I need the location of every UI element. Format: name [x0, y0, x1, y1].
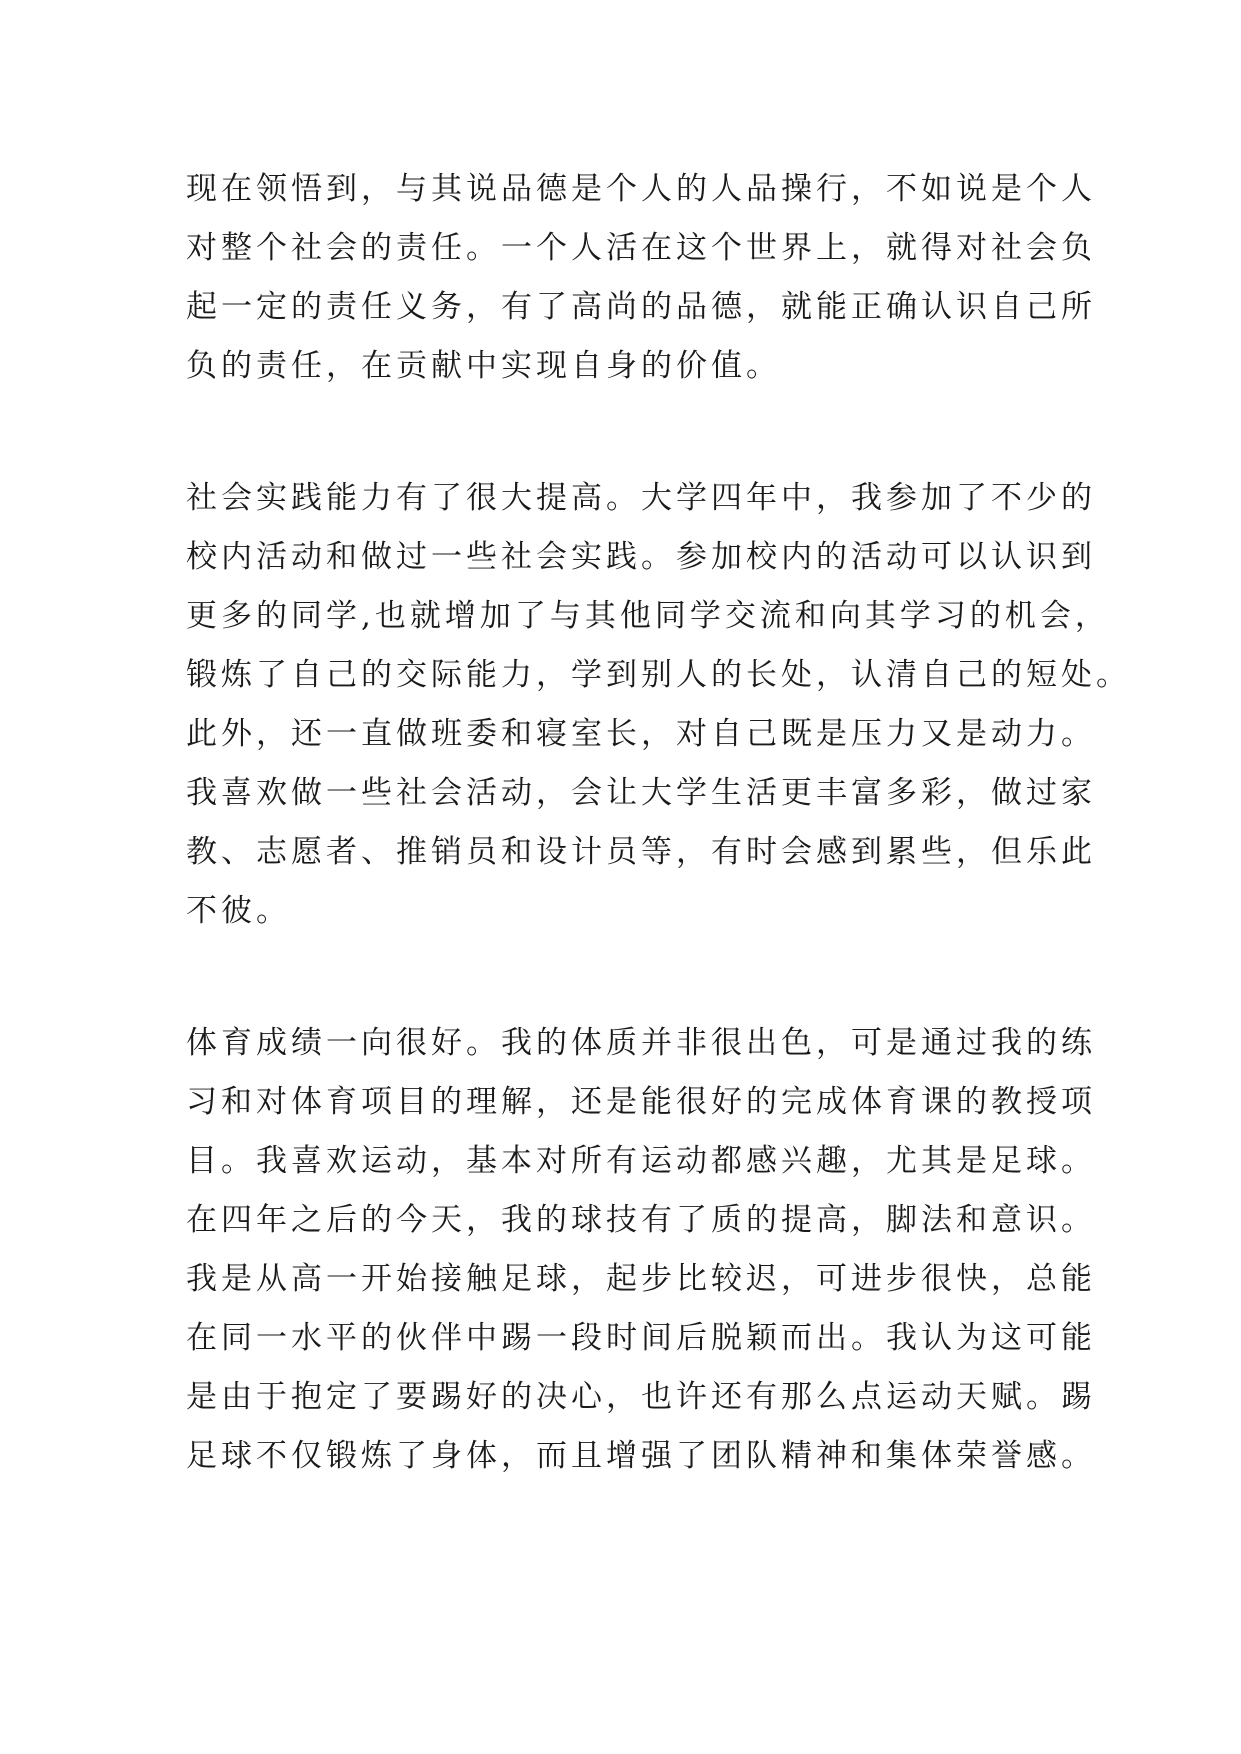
text-line: 更多的同学,也就增加了与其他同学交流和向其学习的机会， [186, 598, 1110, 634]
text-line: 体育成绩一向很好。我的体质并非很出色，可是通过我的练 [186, 1025, 1096, 1061]
paragraph-character-responsibility [186, 160, 1096, 396]
text-line: 是由于抱定了要踢好的决心，也许还有那么点运动天赋。踢 [186, 1379, 1096, 1415]
text-line: 社会实践能力有了很大提高。大学四年中，我参加了不少的 [186, 480, 1096, 516]
text-line: 足球不仅锻炼了身体，而且增强了团队精神和集体荣誉感。 [186, 1438, 1096, 1474]
text-line: 对整个社会的责任。一个人活在这个世界上，就得对社会负 [186, 230, 1096, 266]
text-line: 此外，还一直做班委和寝室长，对自己既是压力又是动力。 [186, 716, 1096, 752]
paragraph-social-practice [186, 469, 1131, 941]
text-line: 在四年之后的今天，我的球技有了质的提高，脚法和意识。 [186, 1202, 1096, 1238]
text-line: 锻炼了自己的交际能力，学到别人的长处，认清自己的短处。 [186, 657, 1131, 693]
paragraph-sports [186, 1014, 1096, 1486]
document-body [186, 160, 1131, 1486]
text-line: 我喜欢做一些社会活动，会让大学生活更丰富多彩，做过家 [186, 775, 1096, 811]
text-line: 校内活动和做过一些社会实践。参加校内的活动可以认识到 [186, 539, 1096, 575]
text-line: 目。我喜欢运动，基本对所有运动都感兴趣，尤其是足球。 [186, 1143, 1096, 1179]
text-line: 习和对体育项目的理解，还是能很好的完成体育课的教授项 [186, 1084, 1096, 1120]
text-line: 不彼。 [186, 893, 291, 929]
text-line: 在同一水平的伙伴中踢一段时间后脱颖而出。我认为这可能 [186, 1320, 1096, 1356]
text-line: 起一定的责任义务，有了高尚的品德，就能正确认识自己所 [186, 289, 1096, 325]
paragraph-spacer [186, 396, 1066, 469]
text-line: 教、志愿者、推销员和设计员等，有时会感到累些，但乐此 [186, 834, 1096, 870]
paragraph-spacer [186, 941, 1066, 1014]
text-line: 我是从高一开始接触足球，起步比较迟，可进步很快，总能 [186, 1261, 1096, 1297]
text-line: 现在领悟到，与其说品德是个人的人品操行，不如说是个人 [186, 171, 1096, 207]
text-line: 负的责任，在贡献中实现自身的价值。 [186, 348, 781, 384]
